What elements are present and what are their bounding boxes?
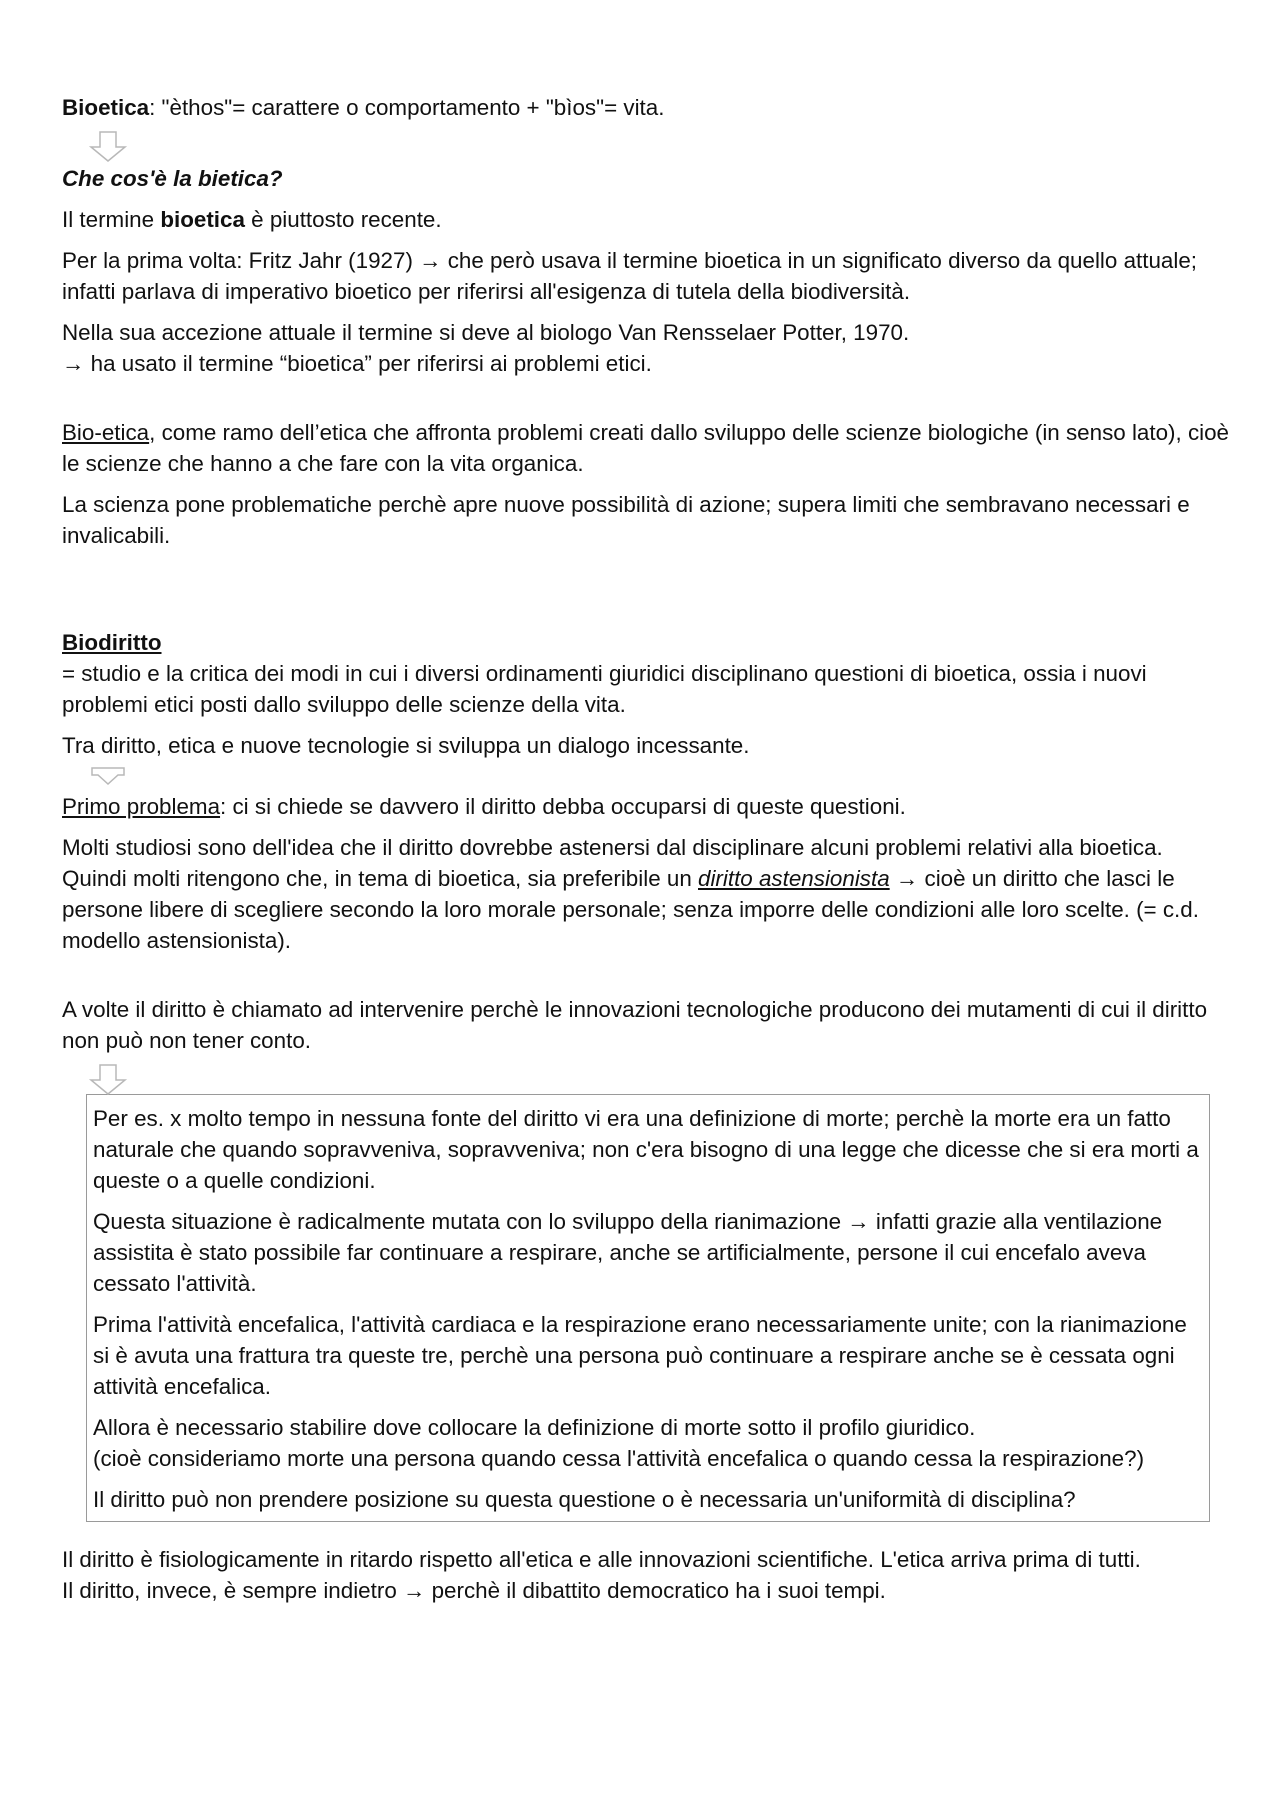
science-paragraph: La scienza pone problematiche perchè apre nuove possibilità di azione; supera limiti che sembravano necessari e invalicabili. [62, 492, 1190, 548]
recent-pre: Il termine [62, 207, 161, 232]
document-page [62, 92, 1232, 1616]
intro-definition: : "èthos"= carattere o comportamento + "bìos"= vita. [149, 95, 665, 120]
recent-bold: bioetica [160, 207, 245, 232]
jahr-line-2: infatti parlava di imperativo bioetico per riferirsi all'esigenza di tutela della biodiversità. [62, 279, 911, 304]
astensionista-term: diritto astensionista [698, 866, 890, 891]
bioetica-branch-paragraph [62, 417, 1232, 479]
jahr-paragraph [62, 245, 1232, 307]
example-p4-line-2: (cioè consideriamo morte una persona quando cessa l'attività encefalica o quando cessa la respirazione?) [93, 1446, 1145, 1471]
intro-paragraph [62, 92, 1232, 123]
example-p1: Per es. x molto tempo in nessuna fonte del diritto vi era una definizione di morte; perchè la morte era un fatto naturale che quando sopravveniva, sopravveniva; non c'era bisogno di una legge che dicesse che si era morti a queste o a quelle condizioni. [93, 1106, 1199, 1193]
intro-term: Bioetica [62, 95, 150, 120]
example-p5: Il diritto può non prendere posizione su questa questione o è necessaria un'uniformità di disciplina? [93, 1487, 1076, 1512]
down-arrow-icon [88, 1064, 128, 1096]
question-heading: Che cos'è la bietica? [62, 166, 283, 191]
biodiritto-title: Biodiritto [62, 630, 162, 655]
down-arrow-icon [88, 131, 128, 163]
recent-paragraph [62, 204, 1232, 235]
potter-line-2: → ha usato il termine “bioetica” per riferirsi ai problemi etici. [62, 351, 652, 376]
biodiritto-definition: = studio e la critica dei modi in cui i diversi ordinamenti giuridici disciplinano questioni di bioetica, ossia i nuovi problemi etici posti dallo sviluppo delle scienze della vita. [62, 661, 1147, 717]
dialogue-paragraph: Tra diritto, etica e nuove tecnologie si sviluppa un dialogo incessante. [62, 733, 750, 758]
example-p3: Prima l'attività encefalica, l'attività cardiaca e la respirazione erano necessariamente unite; con la rianimazione si è avuta una frattura tra queste tre, perchè una persona può continuare a respirare anche se è cessata ogni attività encefalica. [93, 1312, 1187, 1399]
astensionista-pre: Quindi molti ritengono che, in tema di bioetica, sia preferibile un [62, 866, 698, 891]
primo-problema-paragraph [62, 791, 1232, 822]
astensionista-paragraph [62, 832, 1232, 956]
example-p4-line-1: Allora è necessario stabilire dove collocare la definizione di morte sotto il profilo giuridico. [93, 1415, 976, 1440]
example-p2: Questa situazione è radicalmente mutata con lo sviluppo della rianimazione → infatti grazie alla ventilazione assistita è stato possibile far continuare a respirare, anche se artificialmente, persone il cui encefalo aveva cessato l'attività. [93, 1209, 1163, 1296]
jahr-line-1: Per la prima volta: Fritz Jahr (1927) → che però usava il termine bioetica in un significato diverso da quello attuale; [62, 248, 1198, 273]
example-p4 [93, 1412, 1203, 1474]
conclusion-line-2: Il diritto, invece, è sempre indietro → perchè il dibattito democratico ha i suoi tempi. [62, 1578, 886, 1603]
biodiritto-section [62, 627, 1232, 720]
conclusion-line-1: Il diritto è fisiologicamente in ritardo rispetto all'etica e alle innovazioni scientifiche. L'etica arriva prima di tutti. [62, 1547, 1141, 1572]
down-arrow-icon [88, 765, 128, 787]
astensionista-line-1: Molti studiosi sono dell'idea che il diritto dovrebbe astenersi dal disciplinare alcuni problemi relativi alla bioetica. [62, 835, 1163, 860]
astensionista-post: → cioè un diritto che lasci le persone libere di scegliere secondo la loro morale personale; senza imporre delle condizioni alle loro scelte. (= c.d. modello astensionista). [62, 866, 1199, 953]
recent-post: è piuttosto recente. [244, 207, 442, 232]
example-box [86, 1094, 1210, 1522]
primo-problema-label: Primo problema [62, 794, 221, 819]
primo-problema-text: : ci si chiede se davvero il diritto debba occuparsi di queste questioni. [220, 794, 906, 819]
bioetica-branch-term: Bio-etica [62, 420, 150, 445]
potter-paragraph [62, 317, 1232, 379]
bioetica-branch-rest: , come ramo dell’etica che affronta problemi creati dallo sviluppo delle scienze biologiche (in senso lato), cioè le scienze che hanno a che fare con la vita organica. [62, 420, 1230, 476]
conclusion-paragraph [62, 1544, 1232, 1606]
potter-line-1: Nella sua accezione attuale il termine si deve al biologo Van Rensselaer Potter, 1970. [62, 320, 910, 345]
intervention-paragraph: A volte il diritto è chiamato ad intervenire perchè le innovazioni tecnologiche producono dei mutamenti di cui il diritto non può non tener conto. [62, 997, 1208, 1053]
